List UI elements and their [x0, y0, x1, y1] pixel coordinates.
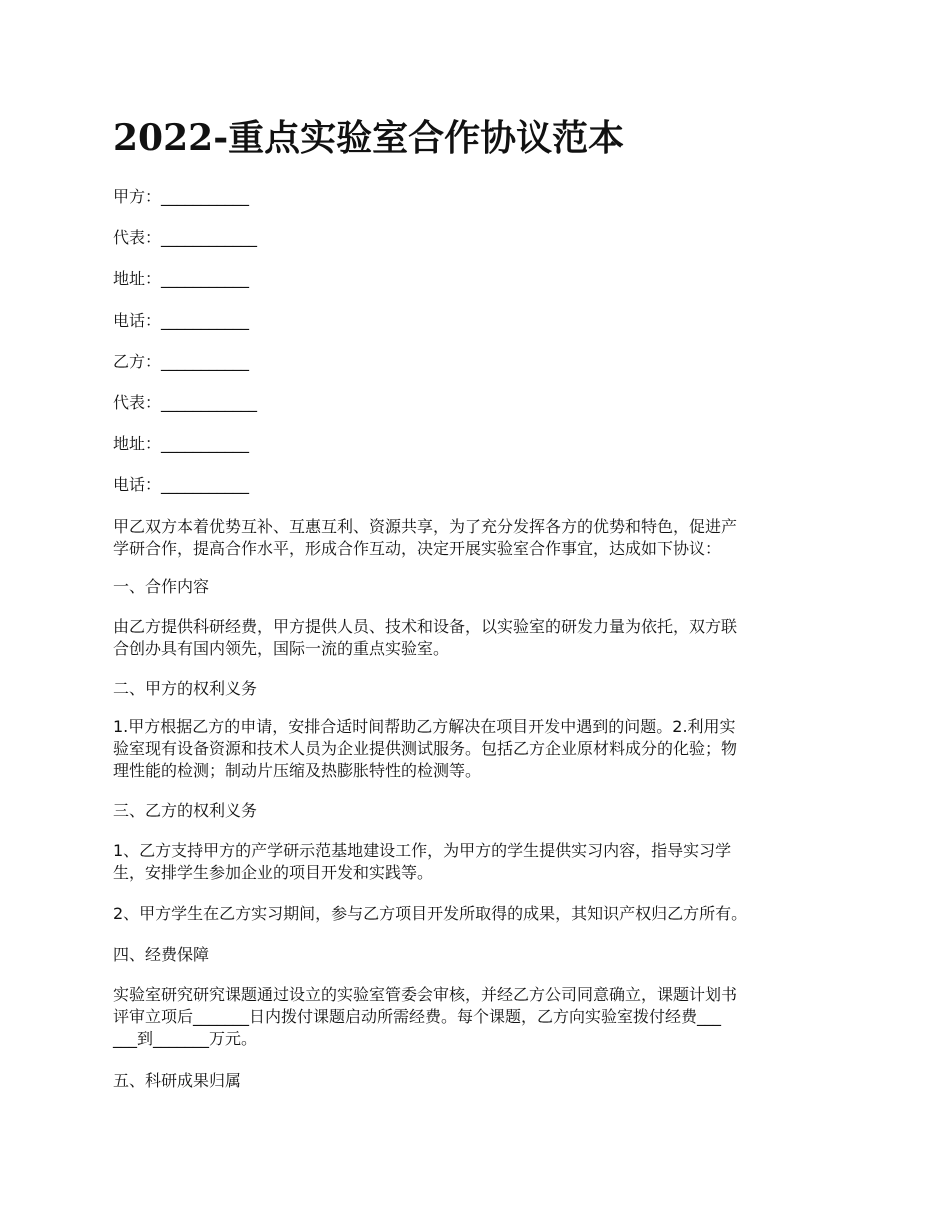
text-line: 评审立项后_______日内拨付课题启动所需经费。每个课题，乙方向实验室拨付经费___: [113, 1007, 722, 1026]
party-a-phone-field: [113, 310, 249, 332]
field-blank: ___________: [161, 475, 250, 494]
field-label: 电话：: [113, 475, 162, 494]
party-b-name-field: [113, 351, 249, 373]
document-title: 2022-重点实验室合作协议范本: [113, 117, 625, 159]
section-item-party-b-1: [113, 840, 841, 884]
section-heading-research-results: 五、科研成果归属: [113, 1071, 242, 1090]
field-label: 地址：: [113, 269, 162, 288]
field-blank: ____________: [161, 393, 258, 412]
text-line: 合创办具有国内领先，国际一流的重点实验室。: [113, 639, 450, 658]
text-line: 1、乙方支持甲方的产学研示范基地建设工作，为甲方的学生提供实习内容，指导实习学: [113, 841, 732, 860]
field-label: 代表：: [113, 393, 162, 412]
field-label: 乙方：: [113, 352, 162, 371]
party-b-address-field: [113, 433, 249, 455]
text-line: ___到_______万元。: [113, 1029, 258, 1048]
text-line: 理性能的检测；制动片压缩及热膨胀特性的检测等。: [113, 761, 482, 780]
section-heading-party-a: 二、甲方的权利义务: [113, 679, 258, 698]
text-line: 实验室研究研究课题通过设立的实验室管委会审核，并经乙方公司同意确立，课题计划书: [113, 985, 738, 1004]
party-b-representative-field: [113, 392, 257, 414]
section-body-funding: [113, 984, 841, 1050]
section-heading-funding: 四、经费保障: [113, 945, 210, 964]
field-blank: ___________: [161, 311, 250, 330]
field-label: 甲方：: [113, 187, 162, 206]
field-blank: ___________: [161, 434, 250, 453]
text-line: 1.甲方根据乙方的申请，安排合适时间帮助乙方解决在项目开发中遇到的问题。2.利用实: [113, 717, 736, 736]
text-line: 由乙方提供科研经费，甲方提供人员、技术和设备，以实验室的研发力量为依托，双方联: [113, 617, 738, 636]
party-a-name-field: [113, 186, 249, 208]
section-body-party-a: [113, 716, 841, 782]
field-blank: ___________: [161, 269, 250, 288]
text-line: 生，安排学生参加企业的项目开发和实践等。: [113, 863, 434, 882]
field-label: 电话：: [113, 311, 162, 330]
section-body-cooperation: [113, 616, 841, 660]
intro-paragraph: [113, 516, 841, 560]
text-line: 甲乙双方本着优势互补、互惠互利、资源共享，为了充分发挥各方的优势和特色，促进产: [113, 517, 738, 536]
section-item-party-b-2: [113, 903, 841, 925]
text-line: 2、甲方学生在乙方实习期间，参与乙方项目开发所取得的成果，其知识产权归乙方所有。: [113, 904, 748, 923]
text-line: 验室现有设备资源和技术人员为企业提供测试服务。包括乙方企业原材料成分的化验；物: [113, 739, 738, 758]
party-b-phone-field: [113, 474, 249, 496]
field-label: 代表：: [113, 228, 162, 247]
field-blank: ___________: [161, 352, 250, 371]
text-line: 学研合作，提高合作水平，形成合作互动，决定开展实验室合作事宜，达成如下协议：: [113, 539, 722, 558]
field-blank: ___________: [161, 187, 250, 206]
party-a-address-field: [113, 268, 249, 290]
section-heading-cooperation: 一、合作内容: [113, 577, 210, 596]
field-label: 地址：: [113, 434, 162, 453]
field-blank: ____________: [161, 228, 258, 247]
section-heading-party-b: 三、乙方的权利义务: [113, 801, 258, 820]
party-a-representative-field: [113, 227, 257, 249]
